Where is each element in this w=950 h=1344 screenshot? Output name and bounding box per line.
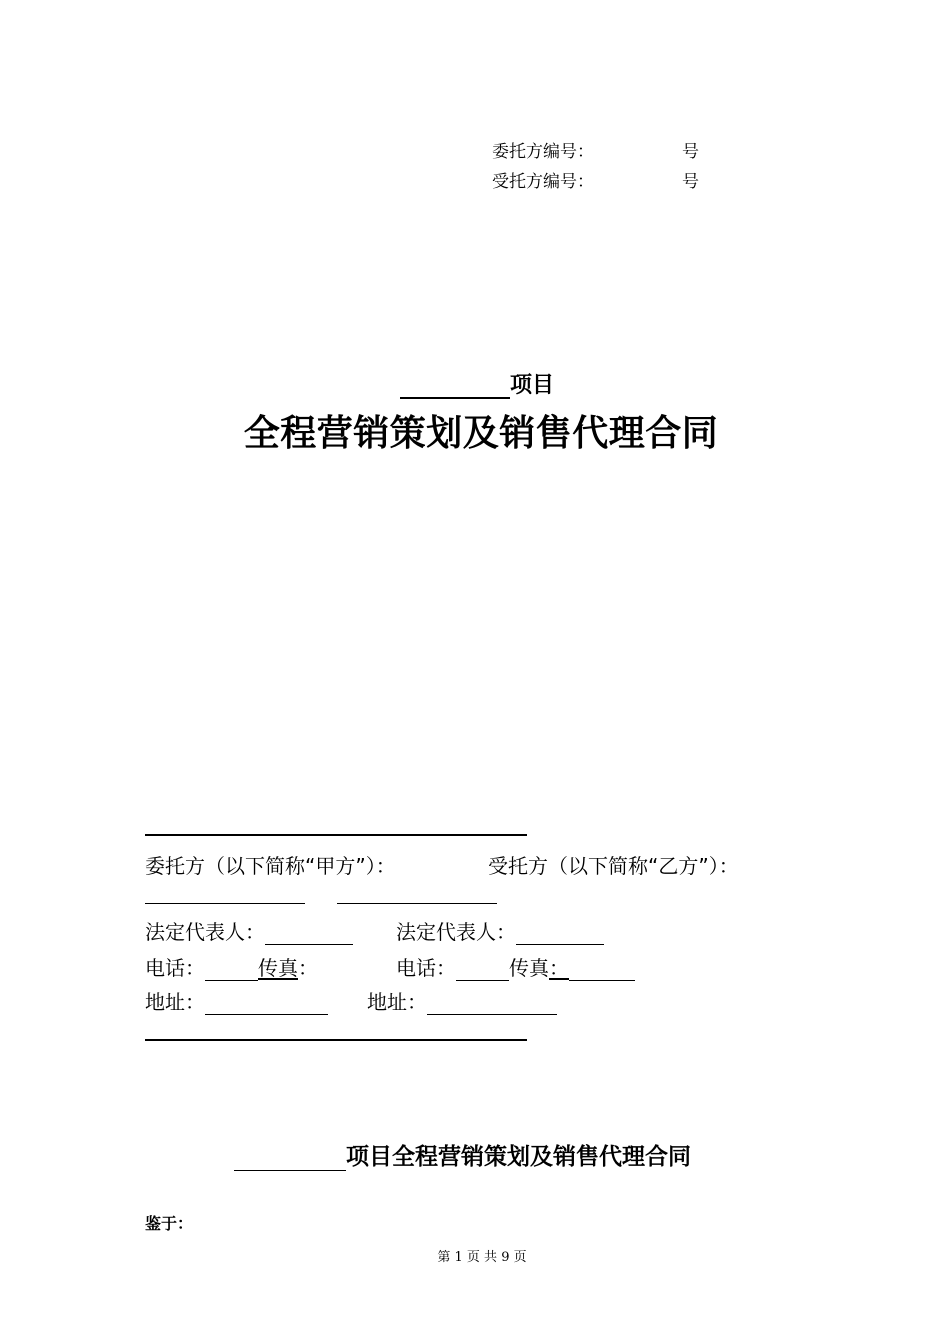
agent-heading: 受托方（以下简称“乙方”）： xyxy=(488,854,739,878)
agent-phone-row xyxy=(396,952,635,981)
client-legal-rep-row xyxy=(145,916,353,945)
agent-fax-blank xyxy=(569,957,635,981)
client-number-suffix: 号 xyxy=(682,142,699,162)
client-address-row xyxy=(145,986,328,1015)
agent-phone-blank xyxy=(456,957,509,981)
client-address-blank xyxy=(205,991,328,1015)
agent-legal-rep-row xyxy=(396,916,604,945)
agent-fax-label: 传真 xyxy=(509,956,549,980)
client-heading: 委托方（以下简称“甲方”）： xyxy=(145,854,396,878)
client-fax-label: 传真 xyxy=(258,956,298,980)
agent-number-label: 受托方编号： xyxy=(492,172,594,192)
client-legal-rep-blank xyxy=(265,921,353,945)
client-number-label: 委托方编号： xyxy=(492,142,594,162)
bottom-rule xyxy=(145,1039,527,1041)
client-fax-colon: ： xyxy=(298,956,318,980)
agent-number-suffix: 号 xyxy=(682,172,699,192)
client-phone-row xyxy=(145,952,318,981)
subtitle-project-blank xyxy=(234,1144,346,1171)
agent-address-label: 地址： xyxy=(367,990,427,1014)
agent-name-blank xyxy=(337,903,497,904)
document-title: 全程营销策划及销售代理合同 xyxy=(243,413,719,454)
project-name-blank xyxy=(400,372,510,399)
client-address-label: 地址： xyxy=(145,990,205,1014)
agent-fax-colon: ： xyxy=(549,956,569,980)
page-footer: 第 1 页 共 9 页 xyxy=(437,1250,527,1265)
project-title-suffix: 项目 xyxy=(510,373,555,398)
agent-legal-rep-label: 法定代表人： xyxy=(396,920,516,944)
agent-address-row xyxy=(367,986,557,1015)
client-legal-rep-label: 法定代表人： xyxy=(145,920,265,944)
agent-address-blank xyxy=(427,991,557,1015)
top-rule xyxy=(145,834,527,836)
client-phone-blank xyxy=(205,957,258,981)
agent-phone-label: 电话： xyxy=(396,956,456,980)
client-phone-label: 电话： xyxy=(145,956,205,980)
whereas-heading: 鉴于： xyxy=(145,1214,194,1233)
agent-number-row xyxy=(492,167,594,192)
project-title-line xyxy=(400,368,554,399)
contract-subtitle xyxy=(234,1138,691,1171)
agent-legal-rep-blank xyxy=(516,921,604,945)
subtitle-text: 项目全程营销策划及销售代理合同 xyxy=(346,1144,691,1170)
client-number-row xyxy=(492,137,594,162)
client-name-blank xyxy=(145,903,305,904)
